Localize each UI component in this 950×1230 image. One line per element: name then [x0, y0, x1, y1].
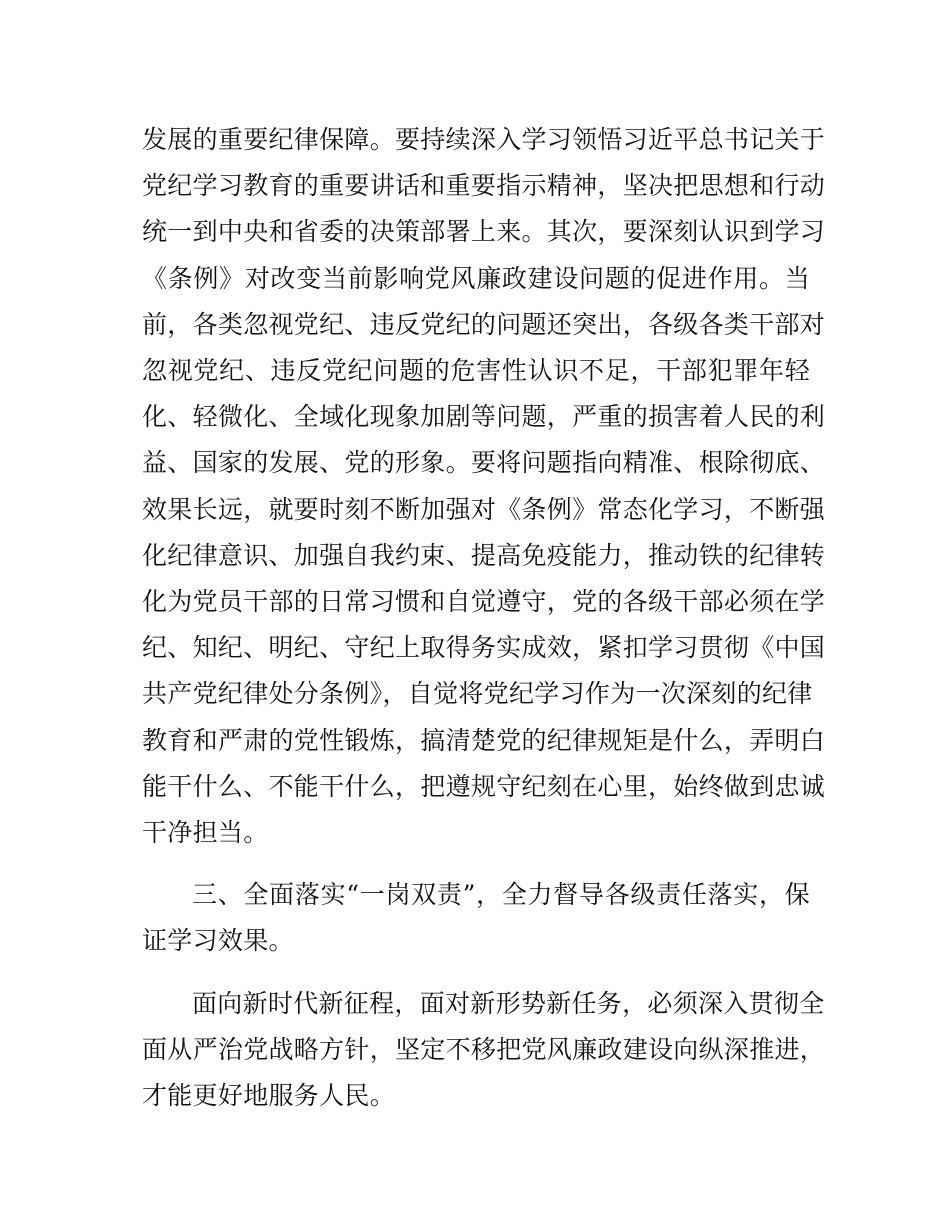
text-line: 能干什么、不能干什么，把遵规守纪刻在心里，始终做到忠诚 [142, 771, 826, 801]
text-line: 面向新时代新征程，面对新形势新任务，必须深入贯彻全 [192, 988, 825, 1018]
text-line: 共产党纪律处分条例》，自觉将党纪学习作为一次深刻的纪律 [142, 679, 813, 709]
text-line: 统一到中央和省委的决策部署上来。其次，要深刻认识到学习 [142, 217, 826, 247]
paragraph-new-era [142, 981, 826, 1120]
heading-line: 证学习效果。 [142, 926, 294, 956]
section-heading-three [142, 872, 810, 964]
text-line: 益、国家的发展、党的形象。要将问题指向精准、根除彻底、 [142, 448, 826, 478]
text-line: 化、轻微化、全域化现象加剧等问题，严重的损害着人民的利 [142, 402, 826, 432]
text-line: 纪、知纪、明纪、守纪上取得务实成效，紧扣学习贯彻《中国 [142, 633, 826, 663]
heading-line: 三、全面落实“一岗双责”，全力督导各级责任落实，保 [192, 880, 810, 910]
text-line: 化纪律意识、加强自我约束、提高免疫能力，推动铁的纪律转 [142, 540, 826, 570]
document-body [142, 117, 826, 1119]
paragraph-continued-discipline-study [142, 117, 826, 856]
text-line: 化为党员干部的日常习惯和自觉遵守，党的各级干部必须在学 [142, 587, 826, 617]
text-line: 干净担当。 [142, 818, 269, 848]
text-line: 教育和严肃的党性锻炼，搞清楚党的纪律规矩是什么，弄明白 [142, 725, 826, 755]
text-line: 忽视党纪、违反党纪问题的危害性认识不足，干部犯罪年轻 [142, 356, 810, 386]
text-line: 面从严治党战略方针，坚定不移把党风廉政建设向纵深推进， [142, 1034, 826, 1064]
text-line: 《条例》对改变当前影响党风廉政建设问题的促进作用。当 [142, 263, 810, 293]
text-line: 发展的重要纪律保障。要持续深入学习领悟习近平总书记关于 [142, 125, 826, 154]
text-line: 前，各类忽视党纪、违反党纪的问题还突出，各级各类干部对 [142, 309, 826, 339]
text-line: 效果长远，就要时刻不断加强对《条例》常态化学习，不断强 [142, 494, 826, 524]
text-line: 才能更好地服务人民。 [142, 1081, 396, 1111]
text-line: 党纪学习教育的重要讲话和重要指示精神，坚决把思想和行动 [142, 171, 826, 201]
